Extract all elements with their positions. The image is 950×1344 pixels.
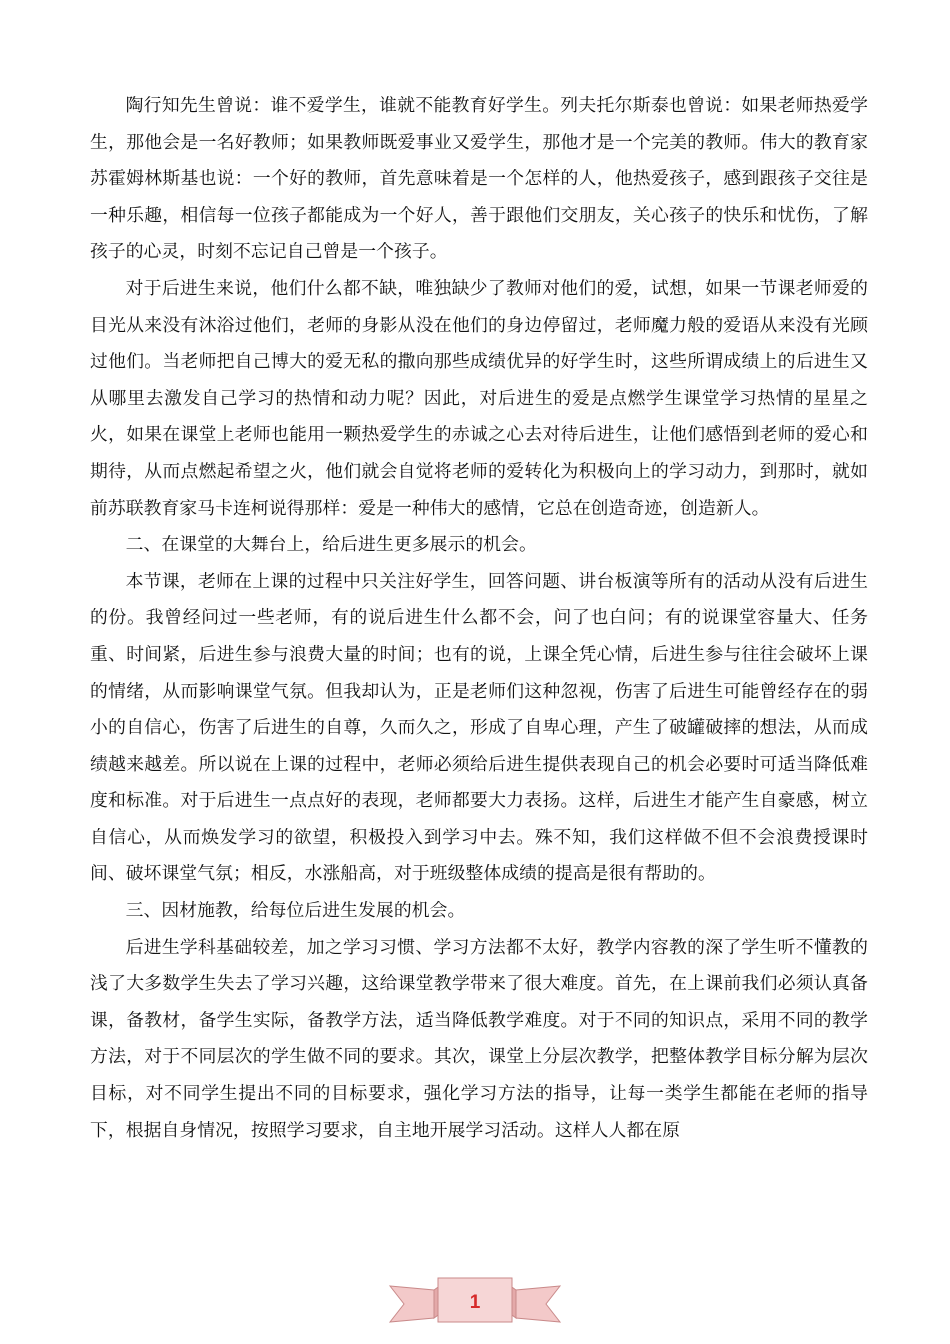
paragraph-classroom-opportunities: 本节课，老师在上课的过程中只关注好学生，回答问题、讲台板演等所有的活动从没有后进生的份。我曾经问过一些老师，有的说后进生什么都不会，问了也白问；有的说课堂容量大、任务重、时间紧，后进生参与浪费大量的时间；也有的说，上课全凭心情，后进生参与往往会破坏上课的情绪，从而影响课堂气氛。但我却认为，正是老师们这种忽视，伤害了后进生可能曾经存在的弱小的自信心，伤害了后进生的自尊，久而久之，形成了自卑心理，产生了破罐破摔的想法，从而成绩越来越差。所以说在上课的过程中，老师必须给后进生提供表现自己的机会必要时可适当降低难度和标准。对于后进生一点点好的表现，老师都要大力表扬。这样，后进生才能产生自豪感，树立自信心，从而焕发学习的欲望，积极投入到学习中去。殊不知，我们这样做不但不会浪费授课时间、破坏课堂气氛；相反，水涨船高，对于班级整体成绩的提高是很有帮助的。 — [90, 570, 868, 885]
page-number: 1 — [469, 1292, 481, 1313]
paragraph-love-for-students: 对于后进生来说，他们什么都不缺，唯独缺少了教师对他们的爱，试想，如果一节课老师爱的目光从来没有沐浴过他们，老师的身影从没在他们的身边停留过，老师魔力般的爱语从来没有光顾过他们。当老师把自己博大的爱无私的撒向那些成绩优异的好学生时，这些所谓成绩上的后进生又从哪里去激发自己学习的热情和动力呢？因此，对后进生的爱是点燃学生课堂学习热情的星星之火，如果在课堂上老师也能用一颗热爱学生的赤诚之心去对待后进生，让他们感悟到老师的爱心和期待，从而点燃起希望之火，他们就会自觉将老师的爱转化为积极向上的学习动力，到那时，就如前苏联教育家马卡连柯说得那样：爱是一种伟大的感情，它总在创造奇迹，创造新人。 — [90, 277, 868, 519]
section-heading-two: 二、在课堂的大舞台上，给后进生更多展示的机会。 — [125, 534, 537, 556]
section-heading-three: 三、因材施教，给每位后进生发展的机会。 — [125, 900, 466, 922]
paragraph-differentiated-teaching: 后进生学科基础较差，加之学习习惯、学习方法都不太好，教学内容教的深了学生听不懂教的浅了大多数学生失去了学习兴趣，这给课堂教学带来了很大难度。首先，在上课前我们必须认真备课，备教材，备学生实际，备教学方法，适当降低教学难度。对于不同的知识点，采用不同的教学方法，对于不同层次的学生做不同的要求。其次，课堂上分层次教学，把整体教学目标分解为层次目标，对不同学生提出不同的目标要求，强化学习方法的指导，让每一类学生都能在老师的指导下，根据自身情况，按照学习要求，自主地开展学习活动。这样人人都在原 — [90, 936, 868, 1141]
paragraph-tao-xingzhi-quote: 陶行知先生曾说：谁不爱学生，谁就不能教育好学生。列夫托尔斯泰也曾说：如果老师热爱学生，那他会是一名好教师；如果教师既爱事业又爱学生，那他才是一个完美的教师。伟大的教育家苏霍姆林斯基也说：一个好的教师，首先意味着是一个怎样的人，他热爱孩子，感到跟孩子交往是一种乐趣，相信每一位孩子都能成为一个好人，善于跟他们交朋友，关心孩子的快乐和忧伤，了解孩子的心灵，时刻不忘记自己曾是一个孩子。 — [90, 95, 868, 263]
page-footer — [0, 1266, 950, 1336]
document-body — [90, 88, 868, 1149]
